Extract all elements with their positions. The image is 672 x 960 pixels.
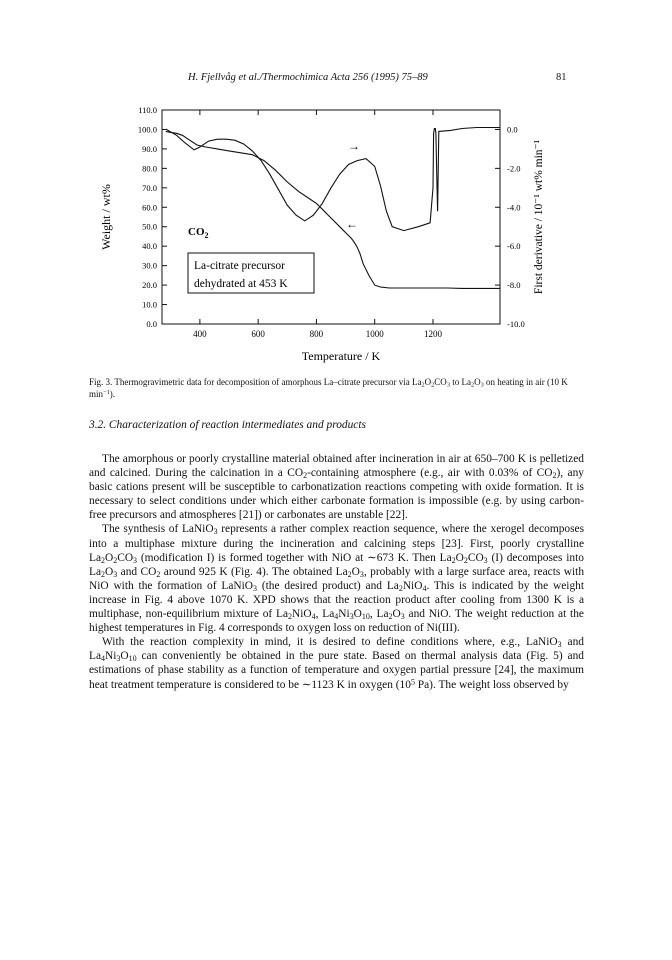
section-heading: 3.2. Characterization of reaction intermediates and products [89, 419, 366, 431]
x-tick-label: 1000 [365, 329, 384, 339]
page-number: 81 [556, 72, 567, 83]
annotation-line: La-citrate precursor [194, 260, 285, 272]
x-tick-label: 1200 [423, 329, 442, 339]
page-header [0, 72, 672, 88]
annotation-line: dehydrated at 453 K [194, 278, 288, 290]
x-tick-label: 600 [251, 329, 265, 339]
y-tick-label: 100.0 [137, 124, 157, 135]
arrow-right: → [348, 139, 360, 153]
y-tick-label: 60.0 [142, 202, 157, 213]
paragraph: The amorphous or poorly crystalline material obtained after incineration in air at 650–700 K is pelletized and calcined. During the calcination in a $CO_2$-containing atmosphere (e.g., air with 0.03% of $CO_2$), any basic cations present will be susceptible to carbonatization reactions competing with oxide formation. It is necessary to select conditions under which either carbonate formation is impossible (e.g. by using carbon-free precursors and atmospheres [21]) or carbonates are unstable [22]. [89, 453, 584, 522]
y-tick-label: 80.0 [142, 163, 157, 174]
arrow-left: ← [346, 217, 358, 231]
figure-caption: Fig. 3. Thermogravimetric data for decomposition of amorphous La–citrate precursor via $La_2O_2CO_3$ to $La_2O_3$ on heating in air (10 K $\min^{-1}$). [89, 377, 568, 399]
y-tick-label: 40.0 [142, 241, 157, 252]
y-tick-label: 110.0 [138, 105, 157, 115]
y-tick-label: 30.0 [142, 260, 157, 271]
y-tick-label: 90.0 [142, 143, 157, 154]
y-tick-label: 0.0 [146, 319, 157, 329]
paragraph: With the reaction complexity in mind, it is desired to define conditions where, e.g., LaNiO$_3$ and $La_4Ni_3O_{10}$ can conveniently be obtained in the pure state. Based on thermal analysis data (Fig. 5) and estimations of phase stability as a function of temperature and oxygen partial pressure [24], the maximum heat treatment temperature is considered to be ∼1123 K in oxygen ($10^5$ Pa). The weight loss observed by [89, 636, 584, 691]
y-tick-label: 10.0 [142, 299, 157, 310]
y2-tick-label: -2.0 [507, 163, 521, 174]
co2-label: $CO_2$ [188, 226, 209, 240]
x-tick-label: 800 [309, 329, 324, 339]
y-tick-label: 20.0 [142, 280, 157, 291]
derivative-curve [166, 128, 500, 231]
x-tick-label: 400 [193, 329, 207, 339]
y2-tick-label: -4.0 [507, 202, 521, 213]
y2-tick-label: 0.0 [507, 124, 518, 135]
y2-tick-label: -10.0 [507, 319, 525, 329]
y2-axis-label: First derivative / 10⁻¹ wt% min⁻¹ [533, 139, 545, 295]
y-tick-label: 70.0 [142, 182, 157, 193]
y2-tick-label: -8.0 [507, 280, 521, 291]
y2-tick-label: -6.0 [507, 241, 521, 252]
body-text [89, 452, 584, 692]
y-tick-label: 50.0 [142, 221, 157, 232]
running-head: H. Fjellvåg et al./Thermochimica Acta 256 (1995) 75–89 [188, 72, 428, 83]
paragraph: The synthesis of LaNiO$_3$ represents a rather complex reaction sequence, where the xerogel decomposes into a multiphase mixture during the incineration and calcining steps [23]. First, poorly crystalline $La_2O_2CO_3$ (modification I) is formed together with NiO at ∼673 K. Then $La_2O_2CO_3$ (I) decomposes into $La_2O_3$ and $CO_2$ around 925 K (Fig. 4). The obtained $La_2O_3$, probably with a large surface area, reacts with NiO with the formation of LaNiO$_3$ (the desired product) and $La_2NiO_4$. This is indicated by the weight increase in Fig. 4 above 1070 K. XPD shows that the reaction product after cooling from 1300 K is a multiphase, non-equilibrium mixture of $La_2NiO_4$, $La_4Ni_3O_{10}$, $La_2O_3$ and NiO. The weight reduction at the highest temperatures in Fig. 4 corresponds to oxygen loss on reduction of Ni(III). [89, 523, 585, 635]
x-axis-label: Temperature / K [301, 349, 381, 363]
y-axis-label: Weight / wt% [99, 184, 113, 250]
tga-figure [80, 98, 550, 373]
